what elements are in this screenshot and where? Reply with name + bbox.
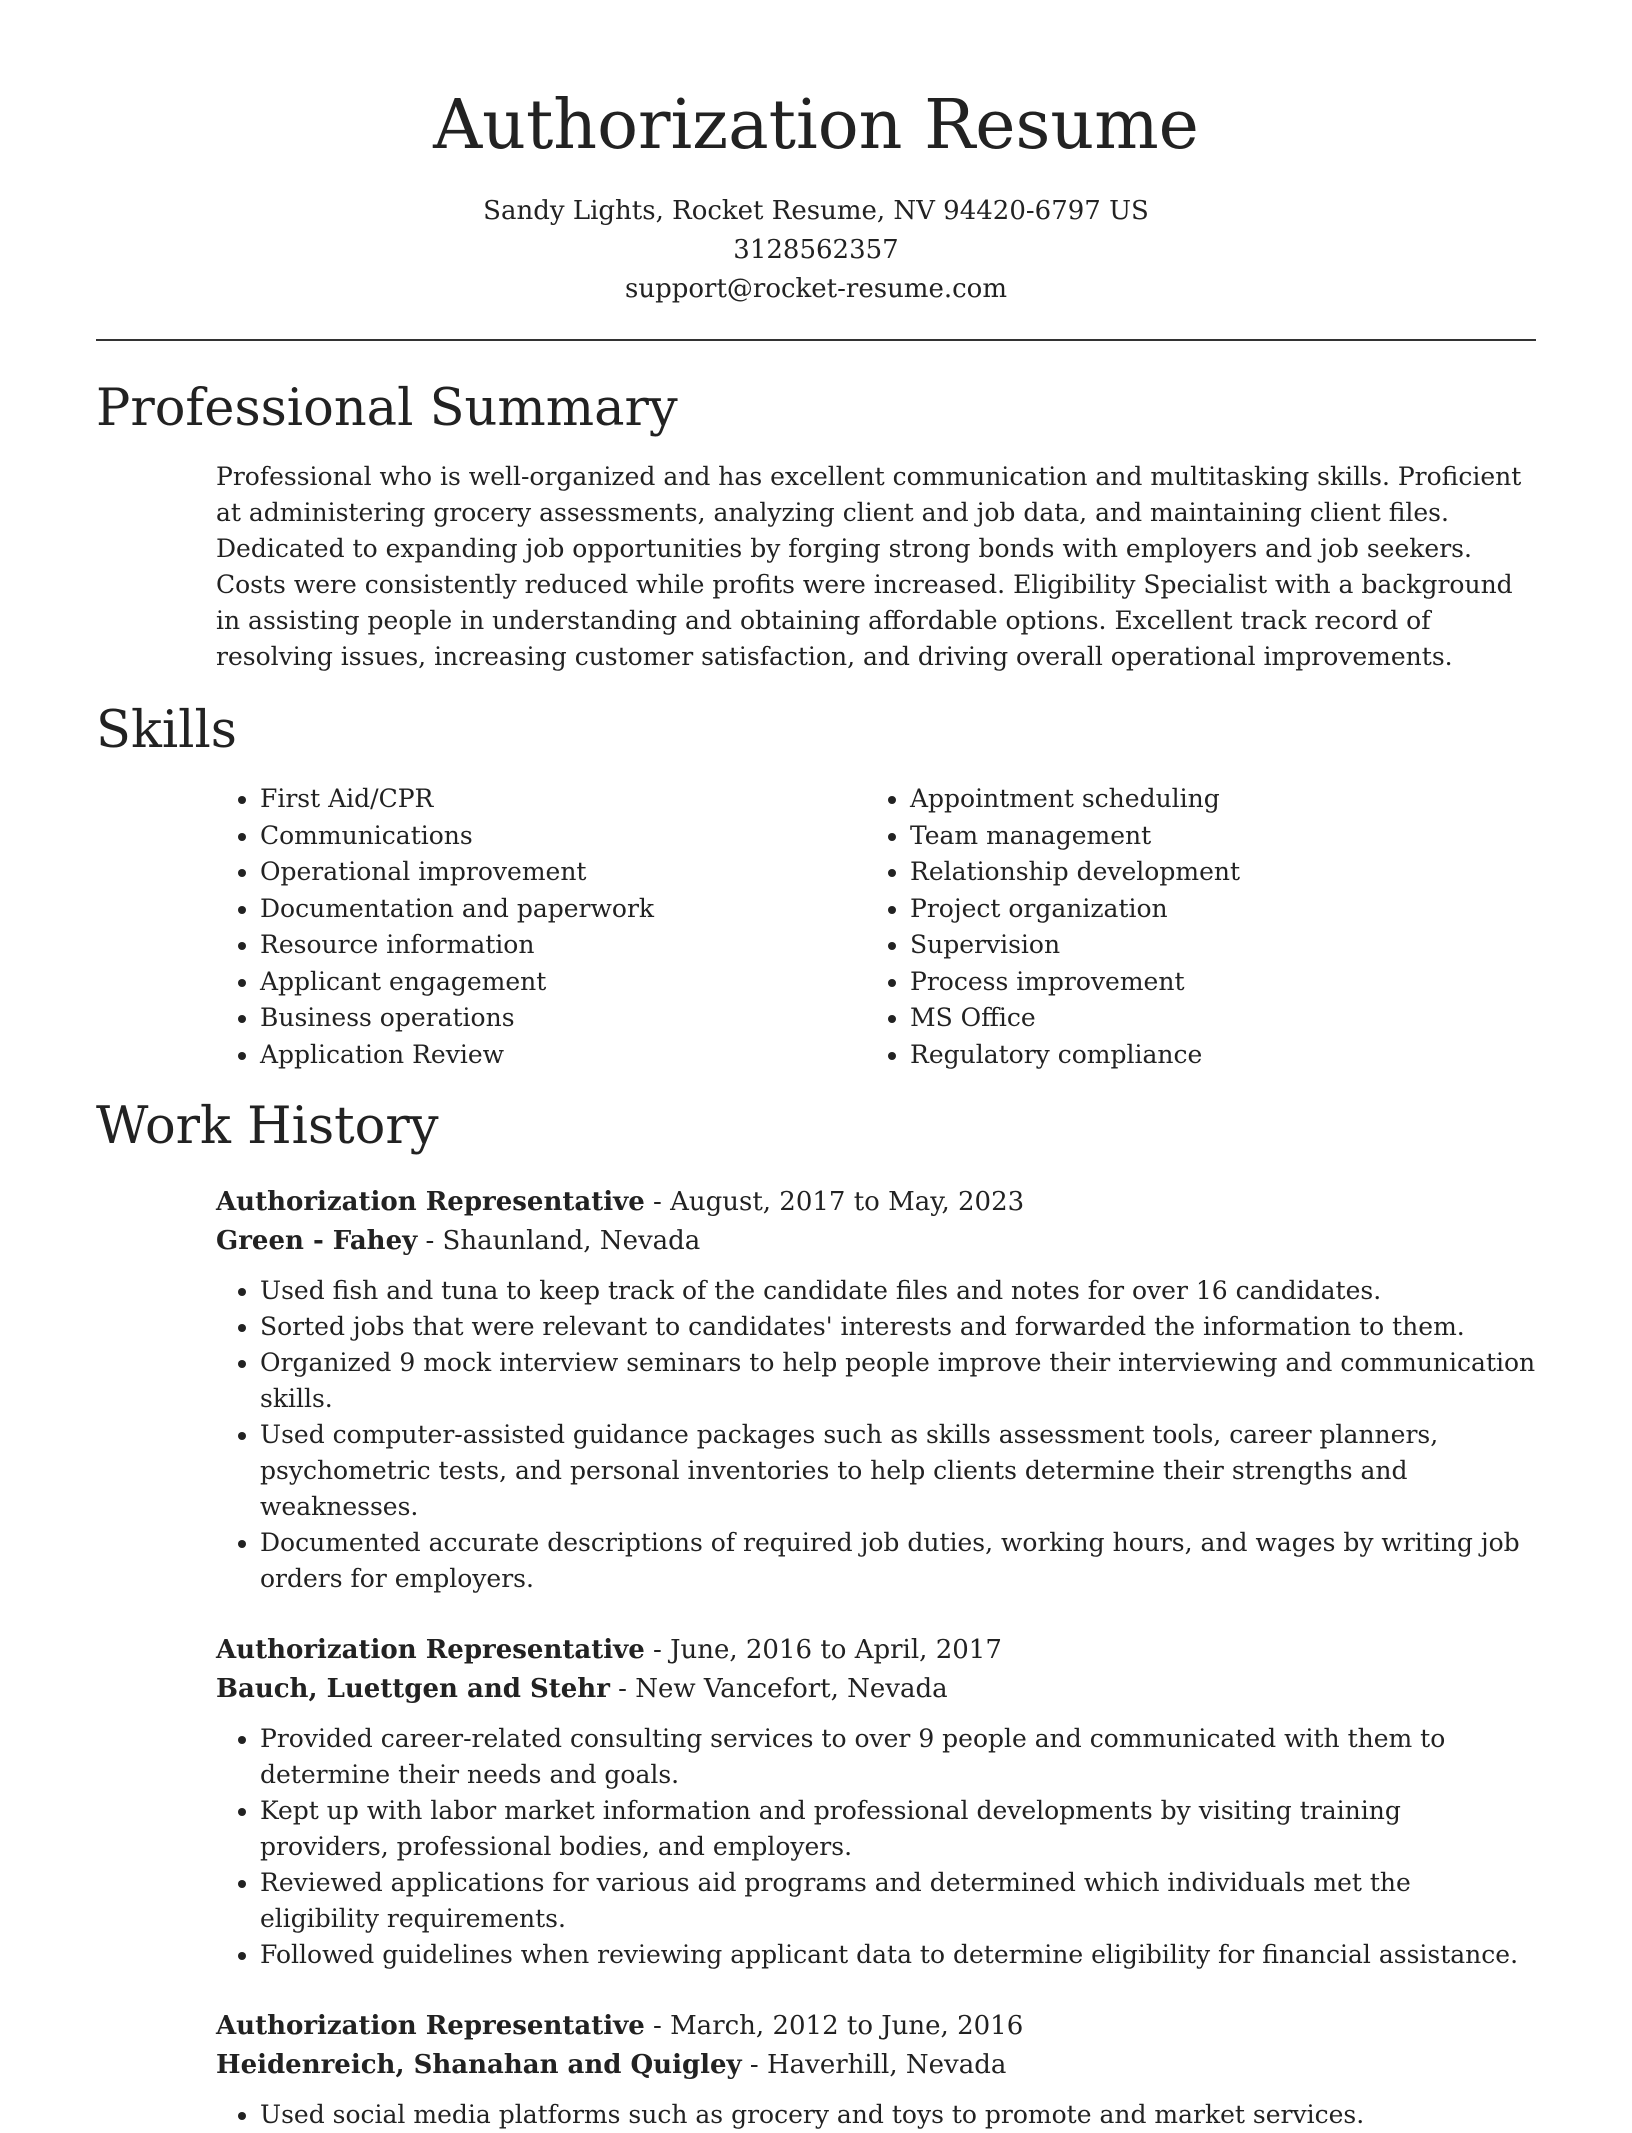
job-title-line	[216, 1631, 1536, 1670]
skill-item: • Business operations	[260, 1000, 866, 1037]
contact-block	[96, 192, 1536, 309]
skill-item: • Project organization	[910, 891, 1516, 928]
skill-item: • Team management	[910, 818, 1516, 855]
duty-item: • Kept up with labor market information and professional developments by visiting training providers, professional bodies, and employers.	[260, 1793, 1536, 1865]
skill-item: • Operational improvement	[260, 854, 866, 891]
job-duties	[216, 2097, 1536, 2133]
job-dates: - June, 2016 to April, 2017	[644, 1635, 1002, 1665]
job-entry	[216, 1631, 1536, 1973]
job-title-line	[216, 2007, 1536, 2046]
duty-item: • Reviewed applications for various aid programs and determined which individuals met the eligibility requirements.	[260, 1865, 1536, 1937]
skill-item: • Documentation and paperwork	[260, 891, 866, 928]
summary-text: Professional who is well-organized and has excellent communication and multitasking skills. Proficient at administering grocery assessments, analyzing client and job data, and maintaining client files. Dedicated to expanding job opportunities by forging strong bonds with employers and job seekers. Costs were consistently reduced while profits were increased. Eligibility Specialist with a background in assisting people in understanding and obtaining affordable options. Excellent track record of resolving issues, increasing customer satisfaction, and driving overall operational improvements.	[216, 462, 1522, 671]
job-entry	[216, 1183, 1536, 1597]
contact-address: Sandy Lights, Rocket Resume, NV 94420-6797 US	[483, 196, 1149, 226]
skills-heading: Skills	[96, 701, 237, 760]
skills-list-left	[216, 781, 866, 1073]
duty-item: • Documented accurate descriptions of required job duties, working hours, and wages by writing job orders for employers.	[260, 1525, 1536, 1597]
duty-item: • Used fish and tuna to keep track of the candidate files and notes for over 16 candidates.	[260, 1273, 1536, 1309]
job-title: Authorization Representative	[216, 1635, 645, 1665]
skill-item: • Supervision	[910, 927, 1516, 964]
job-dates: - August, 2017 to May, 2023	[644, 1187, 1025, 1217]
job-company-line	[216, 1222, 1536, 1261]
skill-item: • Applicant engagement	[260, 964, 866, 1001]
job-location: - Haverhill, Nevada	[741, 2050, 1007, 2080]
skill-item: • Relationship development	[910, 854, 1516, 891]
job-title-line	[216, 1183, 1536, 1222]
job-company-line	[216, 1670, 1536, 1709]
duty-item: • Provided career-related consulting services to over 9 people and communicated with them to determine their needs and goals.	[260, 1721, 1536, 1793]
skills-grid	[216, 781, 1536, 1073]
skill-item: • MS Office	[910, 1000, 1516, 1037]
duty-item: • Sorted jobs that were relevant to candidates' interests and forwarded the information to them.	[260, 1309, 1536, 1345]
job-company: Heidenreich, Shanahan and Quigley	[216, 2050, 742, 2080]
skill-item: • Appointment scheduling	[910, 781, 1516, 818]
job-company: Green - Fahey	[216, 1226, 418, 1256]
job-entry	[216, 2007, 1536, 2133]
job-location: - Shaunland, Nevada	[417, 1226, 701, 1256]
duty-item: • Used computer-assisted guidance packages such as skills assessment tools, career planners, psychometric tests, and personal inventories to help clients determine their strengths and weaknesses.	[260, 1417, 1536, 1525]
job-duties	[216, 1721, 1536, 1973]
job-dates: - March, 2012 to June, 2016	[644, 2011, 1024, 2041]
duty-item: • Used social media platforms such as grocery and toys to promote and market services.	[260, 2097, 1536, 2133]
skill-item: • Regulatory compliance	[910, 1037, 1516, 1074]
work-history-heading: Work History	[96, 1097, 439, 1156]
skill-item: • First Aid/CPR	[260, 781, 866, 818]
contact-phone: 3128562357	[733, 235, 899, 265]
job-title: Authorization Representative	[216, 2011, 645, 2041]
duty-item: • Organized 9 mock interview seminars to help people improve their interviewing and communication skills.	[260, 1345, 1536, 1417]
skill-item: • Application Review	[260, 1037, 866, 1074]
job-title: Authorization Representative	[216, 1187, 645, 1217]
contact-email: support@rocket-resume.com	[624, 274, 1007, 304]
job-company-line	[216, 2046, 1536, 2085]
skills-list-right	[866, 781, 1516, 1073]
skill-item: • Process improvement	[910, 964, 1516, 1001]
resume-title: Authorization Resume	[433, 86, 1199, 165]
duty-item: • Followed guidelines when reviewing applicant data to determine eligibility for financial assistance.	[260, 1937, 1536, 1973]
summary-heading: Professional Summary	[96, 379, 678, 438]
job-location: - New Vancefort, Nevada	[609, 1674, 948, 1704]
resume-page	[96, 0, 1536, 2133]
job-company: Bauch, Luettgen and Stehr	[216, 1674, 610, 1704]
header-divider	[96, 339, 1536, 341]
skill-item: • Resource information	[260, 927, 866, 964]
skill-item: • Communications	[260, 818, 866, 855]
job-duties	[216, 1273, 1536, 1597]
